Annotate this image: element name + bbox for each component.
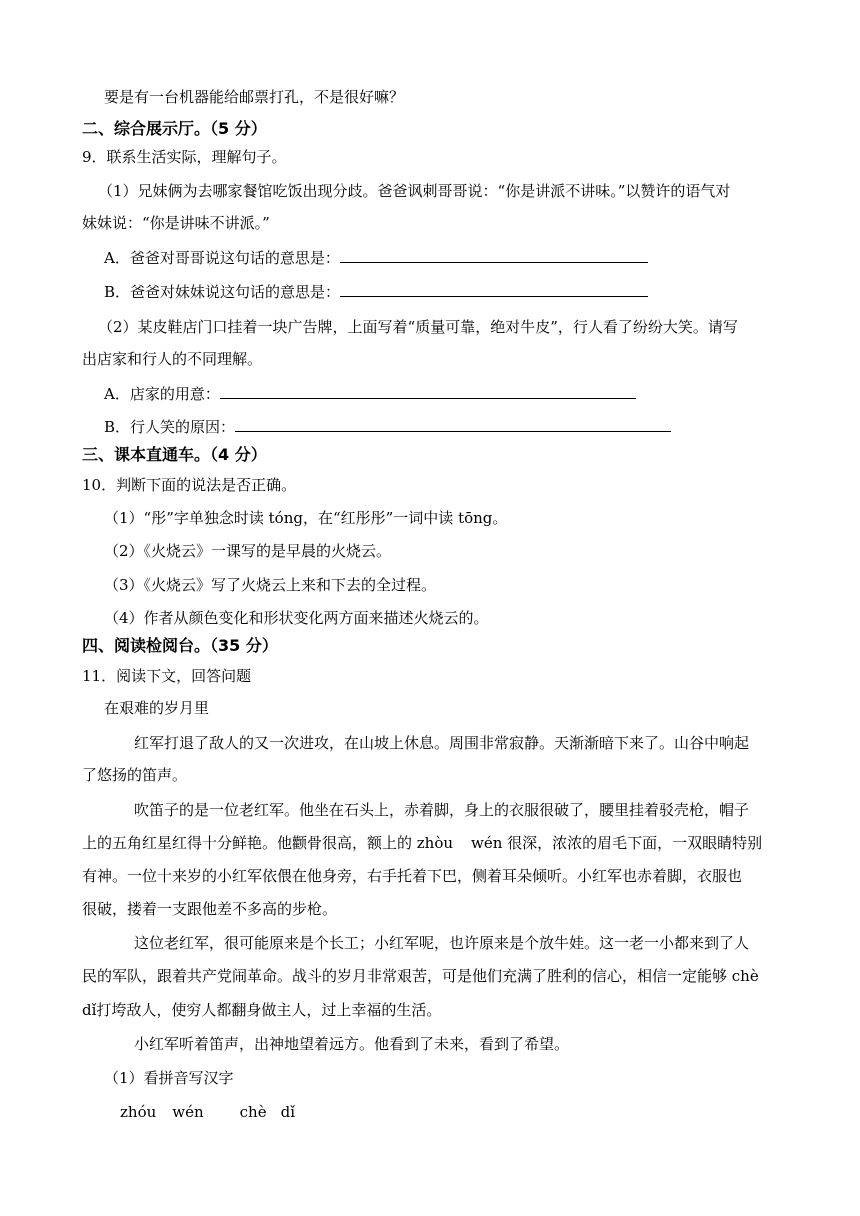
section-heading-2: 二、综合展示厅。（5 分）	[82, 119, 267, 138]
q11-part1: （1）看拼音写汉字	[104, 1069, 234, 1087]
q9-part2-line2: 出店家和行人的不同理解。	[82, 350, 263, 368]
q9-part1-line1: （1）兄妹俩为去哪家餐馆吃饭出现分歧。爸爸讽刺哥哥说：“你是讲派不讲味。”以赞许的语气对	[98, 182, 731, 200]
question-11: 11．阅读下文，回答问题	[82, 667, 252, 685]
q9-part1-option-a	[104, 247, 648, 269]
q10-statement-4: （4）作者从颜色变化和形状变化两方面来描述火烧云的。	[104, 609, 489, 627]
passage-p2-line4: 很破，搂着一支跟他差不多高的步枪。	[82, 900, 338, 918]
q10-statement-2: （2）《火烧云》一课写的是早晨的火烧云。	[104, 542, 392, 560]
section-heading-4: 四、阅读检阅台。（35 分）	[82, 636, 278, 655]
q9-part2-option-a-label: A．店家的用意：	[104, 385, 220, 403]
q9-part1-line2: 妹妹说：“你是讲味不讲派。”	[82, 214, 270, 232]
q10-statement-3: （3）《火烧云》写了火烧云上来和下去的全过程。	[104, 576, 437, 594]
passage-p3-line2: 民的军队，跟着共产党闹革命。战斗的岁月非常艰苦，可是他们充满了胜利的信心，相信一定能够 chè	[82, 967, 759, 985]
passage-p3-line3: dǐ打垮敌人，使穷人都翻身做主人，过上幸福的生活。	[82, 1001, 442, 1019]
passage-title: 在艰难的岁月里	[104, 699, 210, 717]
answer-blank[interactable]	[340, 282, 648, 297]
q9-part2-option-b-label: B．行人笑的原因：	[104, 418, 236, 436]
passage-p2-line2	[82, 832, 762, 854]
q9-part2-line1: （2）某皮鞋店门口挂着一块广告牌，上面写着“质量可靠，绝对牛皮”，行人看了纷纷大笑。请写	[98, 318, 738, 336]
q9-part2-option-b	[104, 416, 671, 438]
answer-blank[interactable]	[340, 248, 648, 263]
pinyin-2: wén	[172, 1103, 204, 1121]
question-9: 9．联系生活实际，理解句子。	[82, 148, 287, 166]
q9-part1-option-b	[104, 281, 648, 303]
passage-p1-line2: 了悠扬的笛声。	[82, 766, 188, 784]
passage-p2-line2-part1: 上的五角红星红得十分鲜艳。他颧骨很高，额上的 zhòu	[82, 834, 454, 852]
answer-blank[interactable]	[235, 417, 671, 432]
passage-p2-line1: 吹笛子的是一位老红军。他坐在石头上，赤着脚，身上的衣服很破了，腰里挂着驳壳枪，帽子	[134, 801, 750, 819]
passage-p2-line2-part2: wén 很深，浓浓的眉毛下面，一双眼睛特别	[471, 834, 763, 852]
intro-sentence: 要是有一台机器能给邮票打孔，不是很好嘛？	[104, 88, 405, 106]
section-heading-3: 三、课本直通车。（4 分）	[82, 445, 267, 464]
pinyin-4: dǐ	[280, 1103, 296, 1121]
q10-statement-1: （1）“彤”字单独念时读 tóng，在“红彤彤”一词中读 tōng。	[104, 509, 508, 527]
pinyin-row	[120, 1101, 295, 1123]
q9-part2-option-a	[104, 383, 636, 405]
passage-p4: 小红军听着笛声，出神地望着远方。他看到了未来，看到了希望。	[134, 1035, 570, 1053]
passage-p3-line1: 这位老红军，很可能原来是个长工；小红军呢，也许原来是个放牛娃。这一老一小都来到了人	[134, 934, 750, 952]
q9-part1-option-b-label: B．爸爸对妹妹说这句话的意思是：	[104, 283, 341, 301]
answer-blank[interactable]	[220, 384, 636, 399]
question-10: 10．判断下面的说法是否正确。	[82, 476, 297, 494]
q9-part1-option-a-label: A．爸爸对哥哥说这句话的意思是：	[104, 249, 340, 267]
pinyin-1: zhóu	[120, 1103, 157, 1121]
pinyin-3: chè	[239, 1103, 267, 1121]
passage-p2-line3: 有神。一位十来岁的小红军依偎在他身旁，右手托着下巴，侧着耳朵倾听。小红军也赤着脚，衣服也	[82, 867, 743, 885]
passage-p1-line1: 红军打退了敌人的又一次进攻，在山坡上休息。周围非常寂静。天渐渐暗下来了。山谷中响起	[134, 734, 750, 752]
